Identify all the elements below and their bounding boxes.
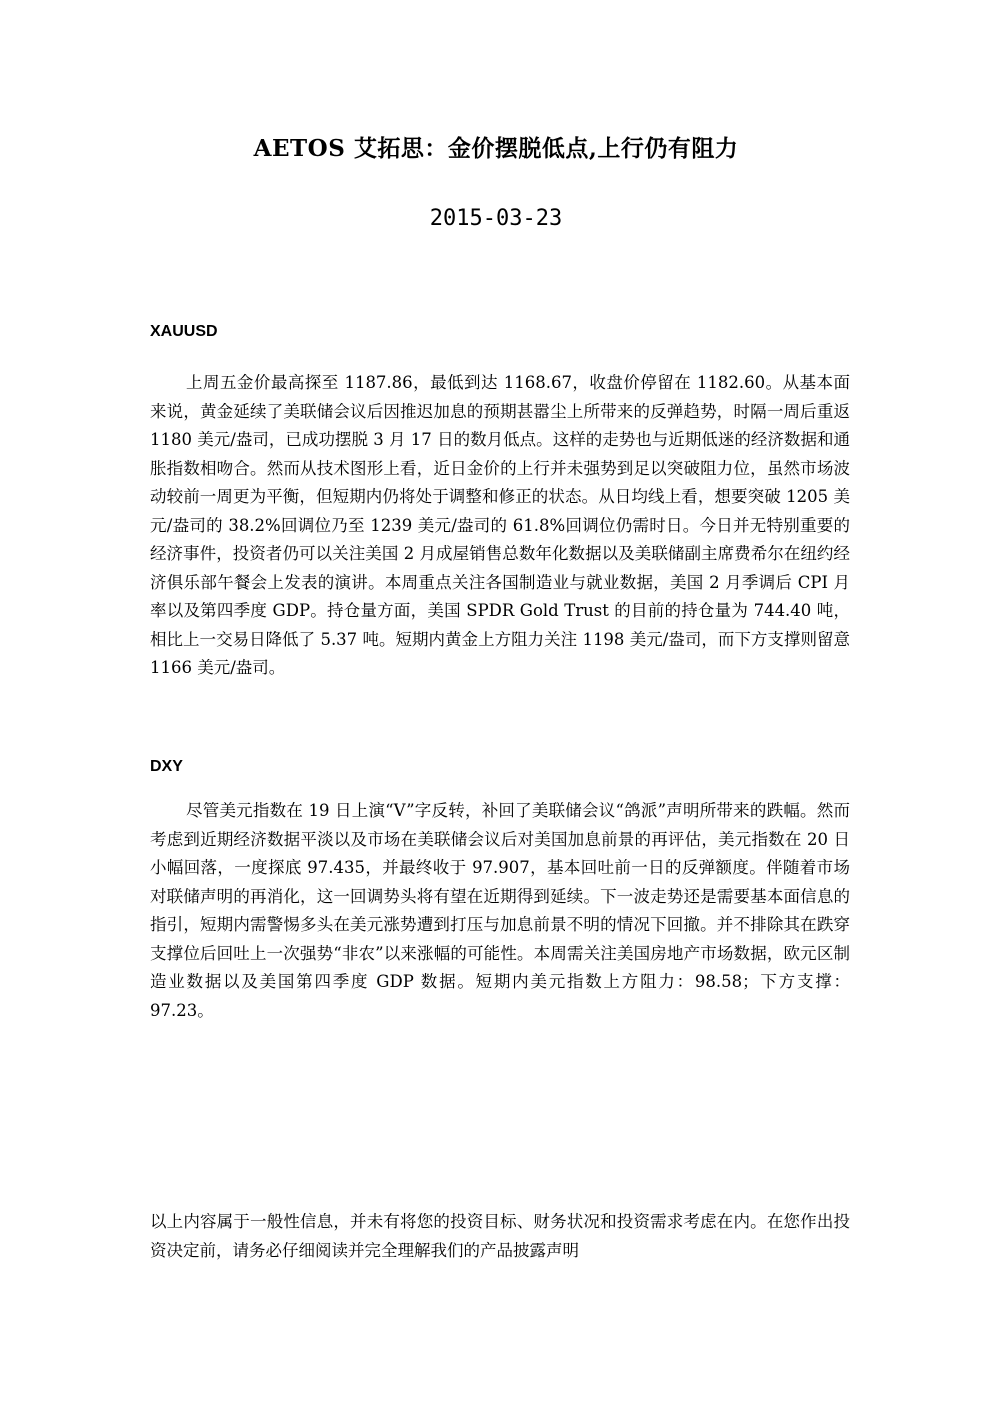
disclaimer-text: 以上内容属于一般性信息，并未有将您的投资目标、财务状况和投资需求考虑在内。在您作出投资决定前，请务必仔细阅读并完全理解我们的产品披露声明: [150, 1212, 850, 1260]
document-title: AETOS 艾拓思：金价摆脱低点,上行仍有阻力: [253, 135, 739, 162]
section-heading-xauusd: XAUUSD: [150, 323, 218, 340]
section-body-dxy: 尽管美元指数在 19 日上演“V”字反转，补回了美联储会议“鸽派”声明所带来的跌幅。然而考虑到近期经济数据平淡以及市场在美联储会议后对美国加息前景的再评估，美元指数在 20 日小幅回落，一度探底 97.435，并最终收于 97.907，基本回吐前一日的反弹额度。伴随着市场对联储声明的再消化，这一回调势头将有望在近期得到延续。下一波走势还是需要基本面信息的指引，短期内需警惕多头在美元涨势遭到打压与加息前景不明的情况下回撤。并不排除其在跌穿支撑位后回吐上一次强势“非农”以来涨幅的可能性。本周需关注美国房地产市场数据，欧元区制造业数据以及美国第四季度 GDP 数据。短期内美元指数上方阻力：98.58；下方支撑：97.23。: [150, 801, 850, 1020]
section-heading-dxy: DXY: [150, 758, 183, 775]
document-date: 2015-03-23: [429, 206, 563, 231]
section-body-xauusd: 上周五金价最高探至 1187.86，最低到达 1168.67，收盘价停留在 1182.60。从基本面来说，黄金延续了美联储会议后因推迟加息的预期甚嚣尘上所带来的反弹趋势，时隔一周后重返 1180 美元/盎司，已成功摆脱 3 月 17 日的数月低点。这样的走势也与近期低迷的经济数据和通胀指数相吻合。然而从技术图形上看，近日金价的上行并未强势到足以突破阻力位，虽然市场波动较前一周更为平衡，但短期内仍将处于调整和修正的状态。从日均线上看，想要突破 1205 美元/盎司的 38.2%回调位乃至 1239 美元/盎司的 61.8%回调位仍需时日。今日并无特别重要的经济事件，投资者仍可以关注美国 2 月成屋销售总数年化数据以及美联储副主席费希尔在纽约经济俱乐部午餐会上发表的演讲。本周重点关注各国制造业与就业数据，美国 2 月季调后 CPI 月率以及第四季度 GDP。持仓量方面，美国 SPDR Gold Trust 的目前的持仓量为 744.40 吨，相比上一交易日降低了 5.37 吨。短期内黄金上方阻力关注 1198 美元/盎司，而下方支撑则留意 1166 美元/盎司。: [150, 373, 850, 677]
